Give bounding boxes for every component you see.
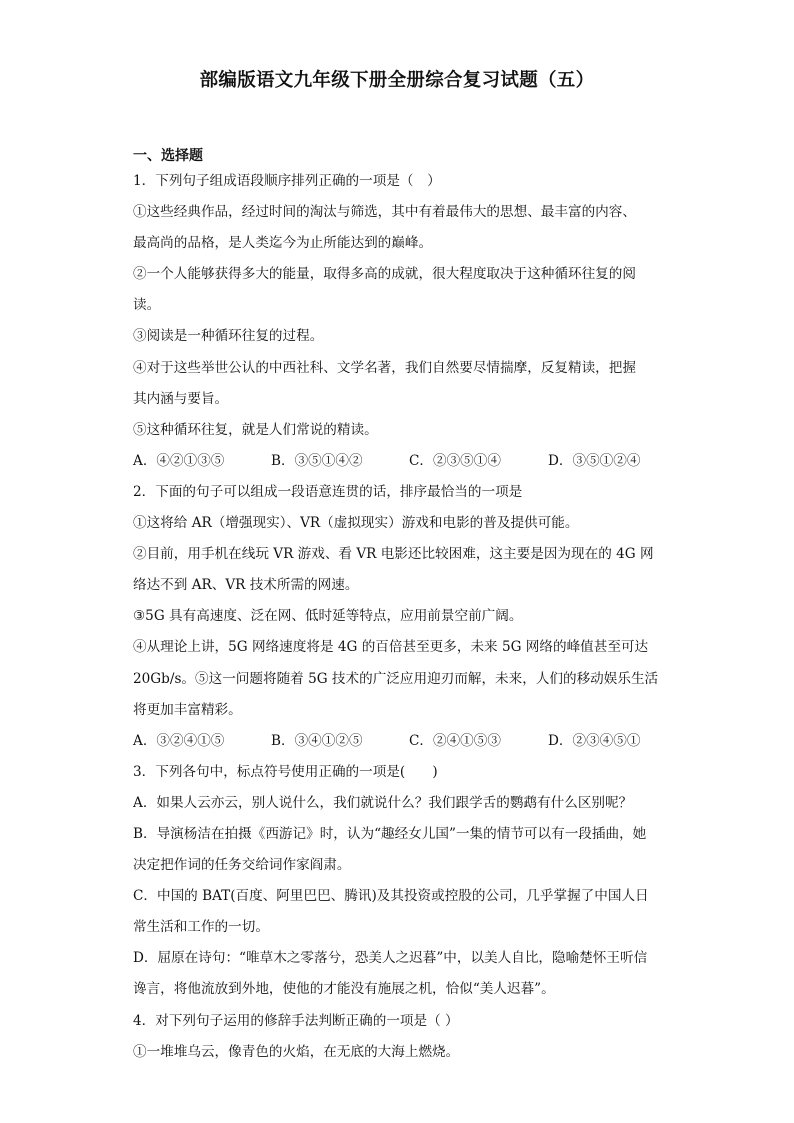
q1-options [133, 446, 663, 477]
q2-sentence-4: ④从理论上讲，5G 网络速度将是 4G 的百倍甚至更多，未来 5G 网络的峰值甚至可达 [133, 639, 649, 656]
q1-sentence-3: ③阅读是一种循环往复的过程。 [133, 328, 324, 345]
document-title: 部编版语文九年级下册全册综合复习试题（五） [199, 70, 595, 91]
q1-option-c: C．②③⑤①④ [409, 452, 501, 469]
q4-sentence-1: ①一堆堆乌云，像青色的火焰，在无底的大海上燃烧。 [133, 1043, 460, 1060]
q3-option-b: B．导演杨洁在拍摄《西游记》时，认为“趣经女儿国”一集的情节可以有一段插曲，她 [133, 825, 647, 842]
q2-option-c: C．②④①⑤③ [409, 732, 501, 749]
question-content [133, 166, 663, 1068]
q2-sentence-5-cont: 将更加丰富精彩。 [133, 701, 242, 718]
q1-sentence-4: ④对于这些举世公认的中西社科、文学名著，我们自然要尽情揣摩，反复精读，把握 [133, 359, 636, 376]
q2-sentence-2-cont: 络达不到 AR、VR 技术所需的网速。 [133, 577, 359, 594]
q3-option-d-cont: 谗言，将他流放到外地，使他的才能没有施展之机，恰似“美人迟暮”。 [133, 981, 555, 998]
q1-option-a: A．④②①③⑤ [133, 452, 225, 469]
q1-option-b: B．③⑤①④② [271, 452, 363, 469]
q2-options [133, 726, 663, 757]
q3-option-d: D．屈原在诗句：“唯草木之零落兮，恐美人之迟暮”中，以美人自比，隐喻楚怀王听信 [133, 950, 648, 967]
q1-sentence-5: ⑤这种循环往复，就是人们常说的精读。 [133, 421, 378, 438]
q3-option-c: C．中国的 BAT(百度、阿里巴巴、腾讯)及其投资或控股的公司，几乎掌握了中国人日 [133, 888, 649, 905]
q3-option-a: A．如果人云亦云，别人说什么，我们就说什么？我们跟学舌的鹦鹉有什么区别呢？ [133, 794, 633, 811]
q4-stem: 4．对下列句子运用的修辞手法判断正确的一项是（ ） [133, 1012, 459, 1029]
q1-sentence-2: ②一个人能够获得多大的能量，取得多高的成就，很大程度取决于这种循环往复的阅 [133, 266, 636, 283]
q1-stem: 1．下列句子组成语段顺序排列正确的一项是（ ） [133, 173, 441, 189]
q3-option-b-cont: 决定把作词的任务交给词作家阎肃。 [133, 857, 351, 874]
q2-option-d: D．②③④⑤① [548, 732, 641, 749]
section-heading: 一、选择题 [133, 148, 203, 164]
q1-option-d: D．③⑤①②④ [548, 452, 641, 469]
q2-sentence-1: ①这将给 AR（增强现实）、VR（虚拟现实）游戏和电影的普及提供可能。 [133, 515, 579, 532]
q1-sentence-2-cont: 读。 [133, 297, 161, 314]
q1-sentence-1: ①这些经典作品，经过时间的淘汰与筛选，其中有着最伟大的思想、最丰富的内容、 [133, 204, 636, 221]
q2-stem: 2．下面的句子可以组成一段语意连贯的话，排序最恰当的一项是 [133, 483, 523, 500]
q2-option-a: A．③②④①⑤ [133, 732, 225, 749]
q2-sentence-4-5: 20Gb/s。⑤这一问题将随着 5G 技术的广泛应用迎刃而解，未来，人们的移动娱乐生活 [133, 670, 659, 687]
q2-option-b: B．③④①②⑤ [271, 732, 363, 749]
q3-stem: 3．下列各句中，标点符号使用正确的一项是( ) [133, 763, 438, 780]
q1-sentence-4-cont: 其内涵与要旨。 [133, 390, 229, 407]
q2-sentence-3: ③5G 具有高速度、泛在网、低时延等特点，应用前景空前广阔。 [133, 608, 523, 625]
q3-option-c-cont: 常生活和工作的一切。 [133, 919, 269, 936]
q2-sentence-2: ②目前，用手机在线玩 VR 游戏、看 VR 电影还比较困难，这主要是因为现在的 4G 网 [133, 546, 654, 563]
q1-sentence-1-cont: 最高尚的品格，是人类迄今为止所能达到的巅峰。 [133, 235, 433, 252]
